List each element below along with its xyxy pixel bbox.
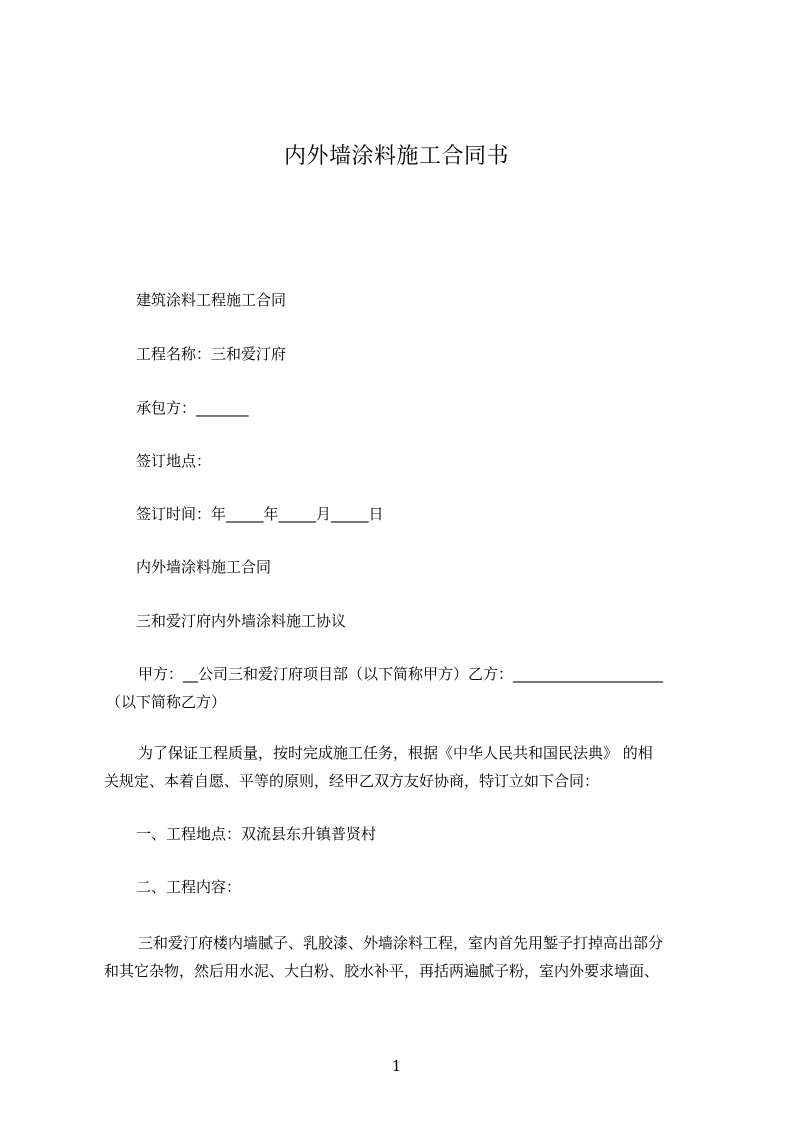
parties-line: 甲方：__公司三和爱汀府项目部（以下简称甲方）乙方：____________________ <box>138 665 664 683</box>
contractor-line: 承包方：_______ <box>136 399 249 417</box>
project-name-line: 工程名称：三和爱汀府 <box>136 345 287 363</box>
sign-time-line: 签订时间：年_____年_____月_____日 <box>136 505 384 523</box>
contract-type-line: 建筑涂料工程施工合同 <box>136 291 287 309</box>
content-line-2: 和其它杂物，然后用水泥、大白粉、胶水补平，再括两遍腻子粉，室内外要求墙面、 <box>104 962 660 980</box>
content-line-1: 三和爱汀府楼内墙腻子、乳胶漆、外墙涂料工程，室内首先用錾子打掉高出部分 <box>138 934 664 952</box>
preamble-line-2: 关规定、本着自愿、平等的原则，经甲乙双方友好协商，特订立如下合同： <box>104 772 600 790</box>
document-title: 内外墙涂料施工合同书 <box>283 144 509 169</box>
contract-name-line: 内外墙涂料施工合同 <box>136 558 272 576</box>
agreement-name-line: 三和爱汀府内外墙涂料施工协议 <box>136 612 347 630</box>
section-1-location: 一、工程地点：双流县东升镇普贤村 <box>136 825 377 843</box>
parties-line-continued: （以下简称乙方） <box>106 693 227 711</box>
sign-place-line: 签订地点： <box>136 452 212 470</box>
preamble-line-1: 为了保证工程质量，按时完成施工任务，根据《中华人民共和国民法典》 的相 <box>138 744 653 762</box>
page-number: 1 <box>391 1057 402 1075</box>
section-2-heading: 二、工程内容： <box>136 878 242 896</box>
